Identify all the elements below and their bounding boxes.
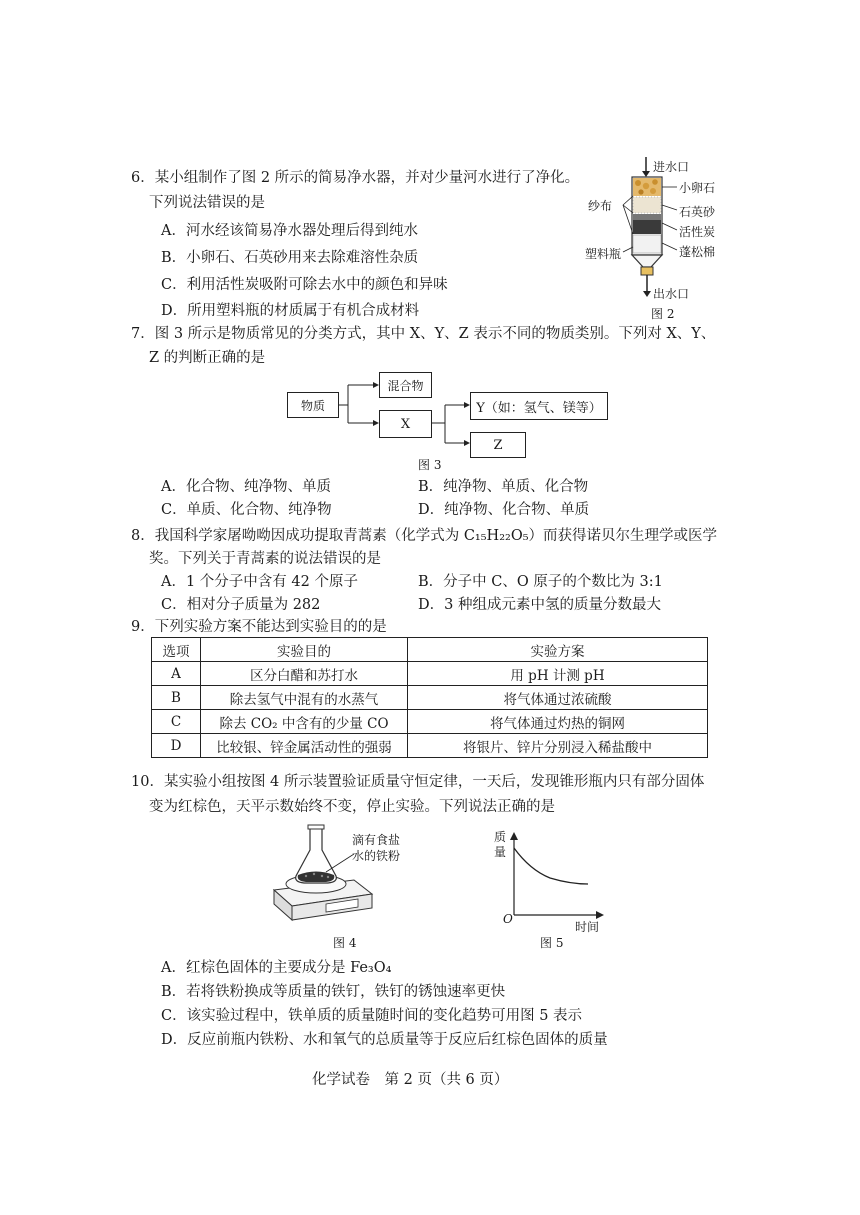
q8-option-a[interactable]: A．1 个分子中含有 42 个原子: [161, 574, 358, 590]
q10-stem-line2: 变为红棕色，天平示数始终不变，停止实验。下列说法正确的是: [149, 799, 555, 815]
fig5-origin: O: [503, 912, 513, 926]
filter-outlet-label: 出水口: [653, 287, 690, 301]
q6-stem-line2: 下列说法错误的是: [149, 195, 265, 211]
diagram-box-y: Y（如：氢气、镁等）: [470, 392, 608, 420]
q6-stem-line1: 6．某小组制作了图 2 所示的简易净水器，并对少量河水进行了净化。: [131, 170, 580, 186]
figure-5-caption: 图 5: [540, 936, 564, 950]
q10-option-c[interactable]: C．该实验过程中，铁单质的质量随时间的变化趋势可用图 5 表示: [161, 1008, 583, 1024]
diagram-box-z: Z: [470, 432, 526, 458]
table-header-plan: 实验方案: [408, 638, 708, 662]
table-cell-purpose: 比较银、锌金属活动性的强弱: [201, 734, 408, 758]
mass-curve: [514, 848, 588, 884]
diagram-box-substance: 物质: [287, 392, 339, 418]
table-cell-purpose: 区分白醋和苏打水: [201, 662, 408, 686]
table-row: [152, 662, 708, 686]
table-row: [152, 734, 708, 758]
filter-layer-pebbles: 小卵石: [679, 181, 716, 195]
q8-option-d[interactable]: D．3 种组成元素中氢的质量分数最大: [418, 597, 661, 613]
filter-layer-sand: 石英砂: [679, 205, 716, 219]
filter-bottle-label: 塑料瓶: [585, 247, 622, 261]
diagram-box-x: X: [379, 410, 432, 438]
diagram-box-mixture: 混合物: [379, 372, 432, 398]
table-cell-plan: 将气体通过灼热的铜网: [408, 710, 708, 734]
filter-inlet-label: 进水口: [653, 160, 690, 174]
table-row: [152, 710, 708, 734]
table-cell-plan: 用 pH 计测 pH: [408, 662, 708, 686]
experiment-table: [151, 637, 708, 758]
table-cell-option: D: [152, 734, 201, 758]
table-cell-option: C: [152, 710, 201, 734]
q7-option-d[interactable]: D．纯净物、化合物、单质: [418, 502, 590, 518]
table-cell-option: A: [152, 662, 201, 686]
q10-stem-line1: 10．某实验小组按图 4 所示装置验证质量守恒定律，一天后，发现锥形瓶内只有部分固体: [131, 774, 705, 790]
q9-stem: 9．下列实验方案不能达到实验目的的是: [131, 619, 387, 635]
q8-stem-line1: 8．我国科学家屠呦呦因成功提取青蒿素（化学式为 C₁₅H₂₂O₅）而获得诺贝尔生理学或医学: [131, 528, 718, 544]
mass-time-graph: [500, 830, 610, 925]
fig5-ylabel-1: 质: [494, 830, 507, 844]
figure-3-caption: 图 3: [418, 458, 442, 472]
table-cell-purpose: 除去氢气中混有的水蒸气: [201, 686, 408, 710]
q6-option-b[interactable]: B．小卵石、石英砂用来去除难溶性杂质: [161, 250, 419, 266]
q7-stem-line1: 7．图 3 所示是物质常见的分类方式，其中 X、Y、Z 表示不同的物质类别。下列对 X、Y、: [131, 326, 716, 342]
page-footer: 化学试卷 第 2 页（共 6 页）: [312, 1072, 509, 1088]
fig4-label-line2: 水的铁粉: [352, 849, 401, 863]
q8-option-c[interactable]: C．相对分子质量为 282: [161, 597, 321, 613]
q7-stem-line2: Z 的判断正确的是: [149, 350, 266, 366]
fig5-ylabel-2: 量: [494, 845, 507, 859]
q6-option-c[interactable]: C．利用活性炭吸附可除去水中的颜色和异味: [161, 277, 448, 293]
q6-option-d[interactable]: D．所用塑料瓶的材质属于有机合成材料: [161, 303, 420, 319]
table-cell-purpose: 除去 CO₂ 中含有的少量 CO: [201, 710, 408, 734]
filter-layer-cotton: 蓬松棉: [679, 245, 716, 259]
table-header-row: [152, 638, 708, 662]
q7-option-c[interactable]: C．单质、化合物、纯净物: [161, 502, 332, 518]
filter-layer-carbon: 活性炭: [679, 225, 716, 239]
q10-option-d[interactable]: D．反应前瓶内铁粉、水和氧气的总质量等于反应后红棕色固体的质量: [161, 1032, 608, 1048]
q8-stem-line2: 奖。下列关于青蒿素的说法错误的是: [149, 551, 381, 567]
q6-option-a[interactable]: A．河水经该简易净水器处理后得到纯水: [161, 223, 418, 239]
filter-gauze-label: 纱布: [588, 199, 613, 213]
q10-option-b[interactable]: B．若将铁粉换成等质量的铁钉，铁钉的锈蚀速率更快: [161, 984, 506, 1000]
table-row: [152, 686, 708, 710]
fig4-label-line1: 滴有食盐: [352, 833, 401, 847]
fig5-xlabel: 时间: [575, 920, 600, 934]
figure-4-caption: 图 4: [333, 936, 357, 950]
figure-2-caption: 图 2: [651, 307, 675, 321]
table-cell-plan: 将银片、锌片分别浸入稀盐酸中: [408, 734, 708, 758]
water-filter-figure: [585, 155, 735, 330]
table-cell-plan: 将气体通过浓硫酸: [408, 686, 708, 710]
q7-option-a[interactable]: A．化合物、纯净物、单质: [161, 479, 331, 495]
q10-option-a[interactable]: A．红棕色固体的主要成分是 Fe₃O₄: [161, 960, 392, 976]
q8-option-b[interactable]: B．分子中 C、O 原子的个数比为 3:1: [418, 574, 663, 590]
table-header-purpose: 实验目的: [201, 638, 408, 662]
q7-option-b[interactable]: B．纯净物、单质、化合物: [418, 479, 589, 495]
table-cell-option: B: [152, 686, 201, 710]
table-header-option: 选项: [152, 638, 201, 662]
